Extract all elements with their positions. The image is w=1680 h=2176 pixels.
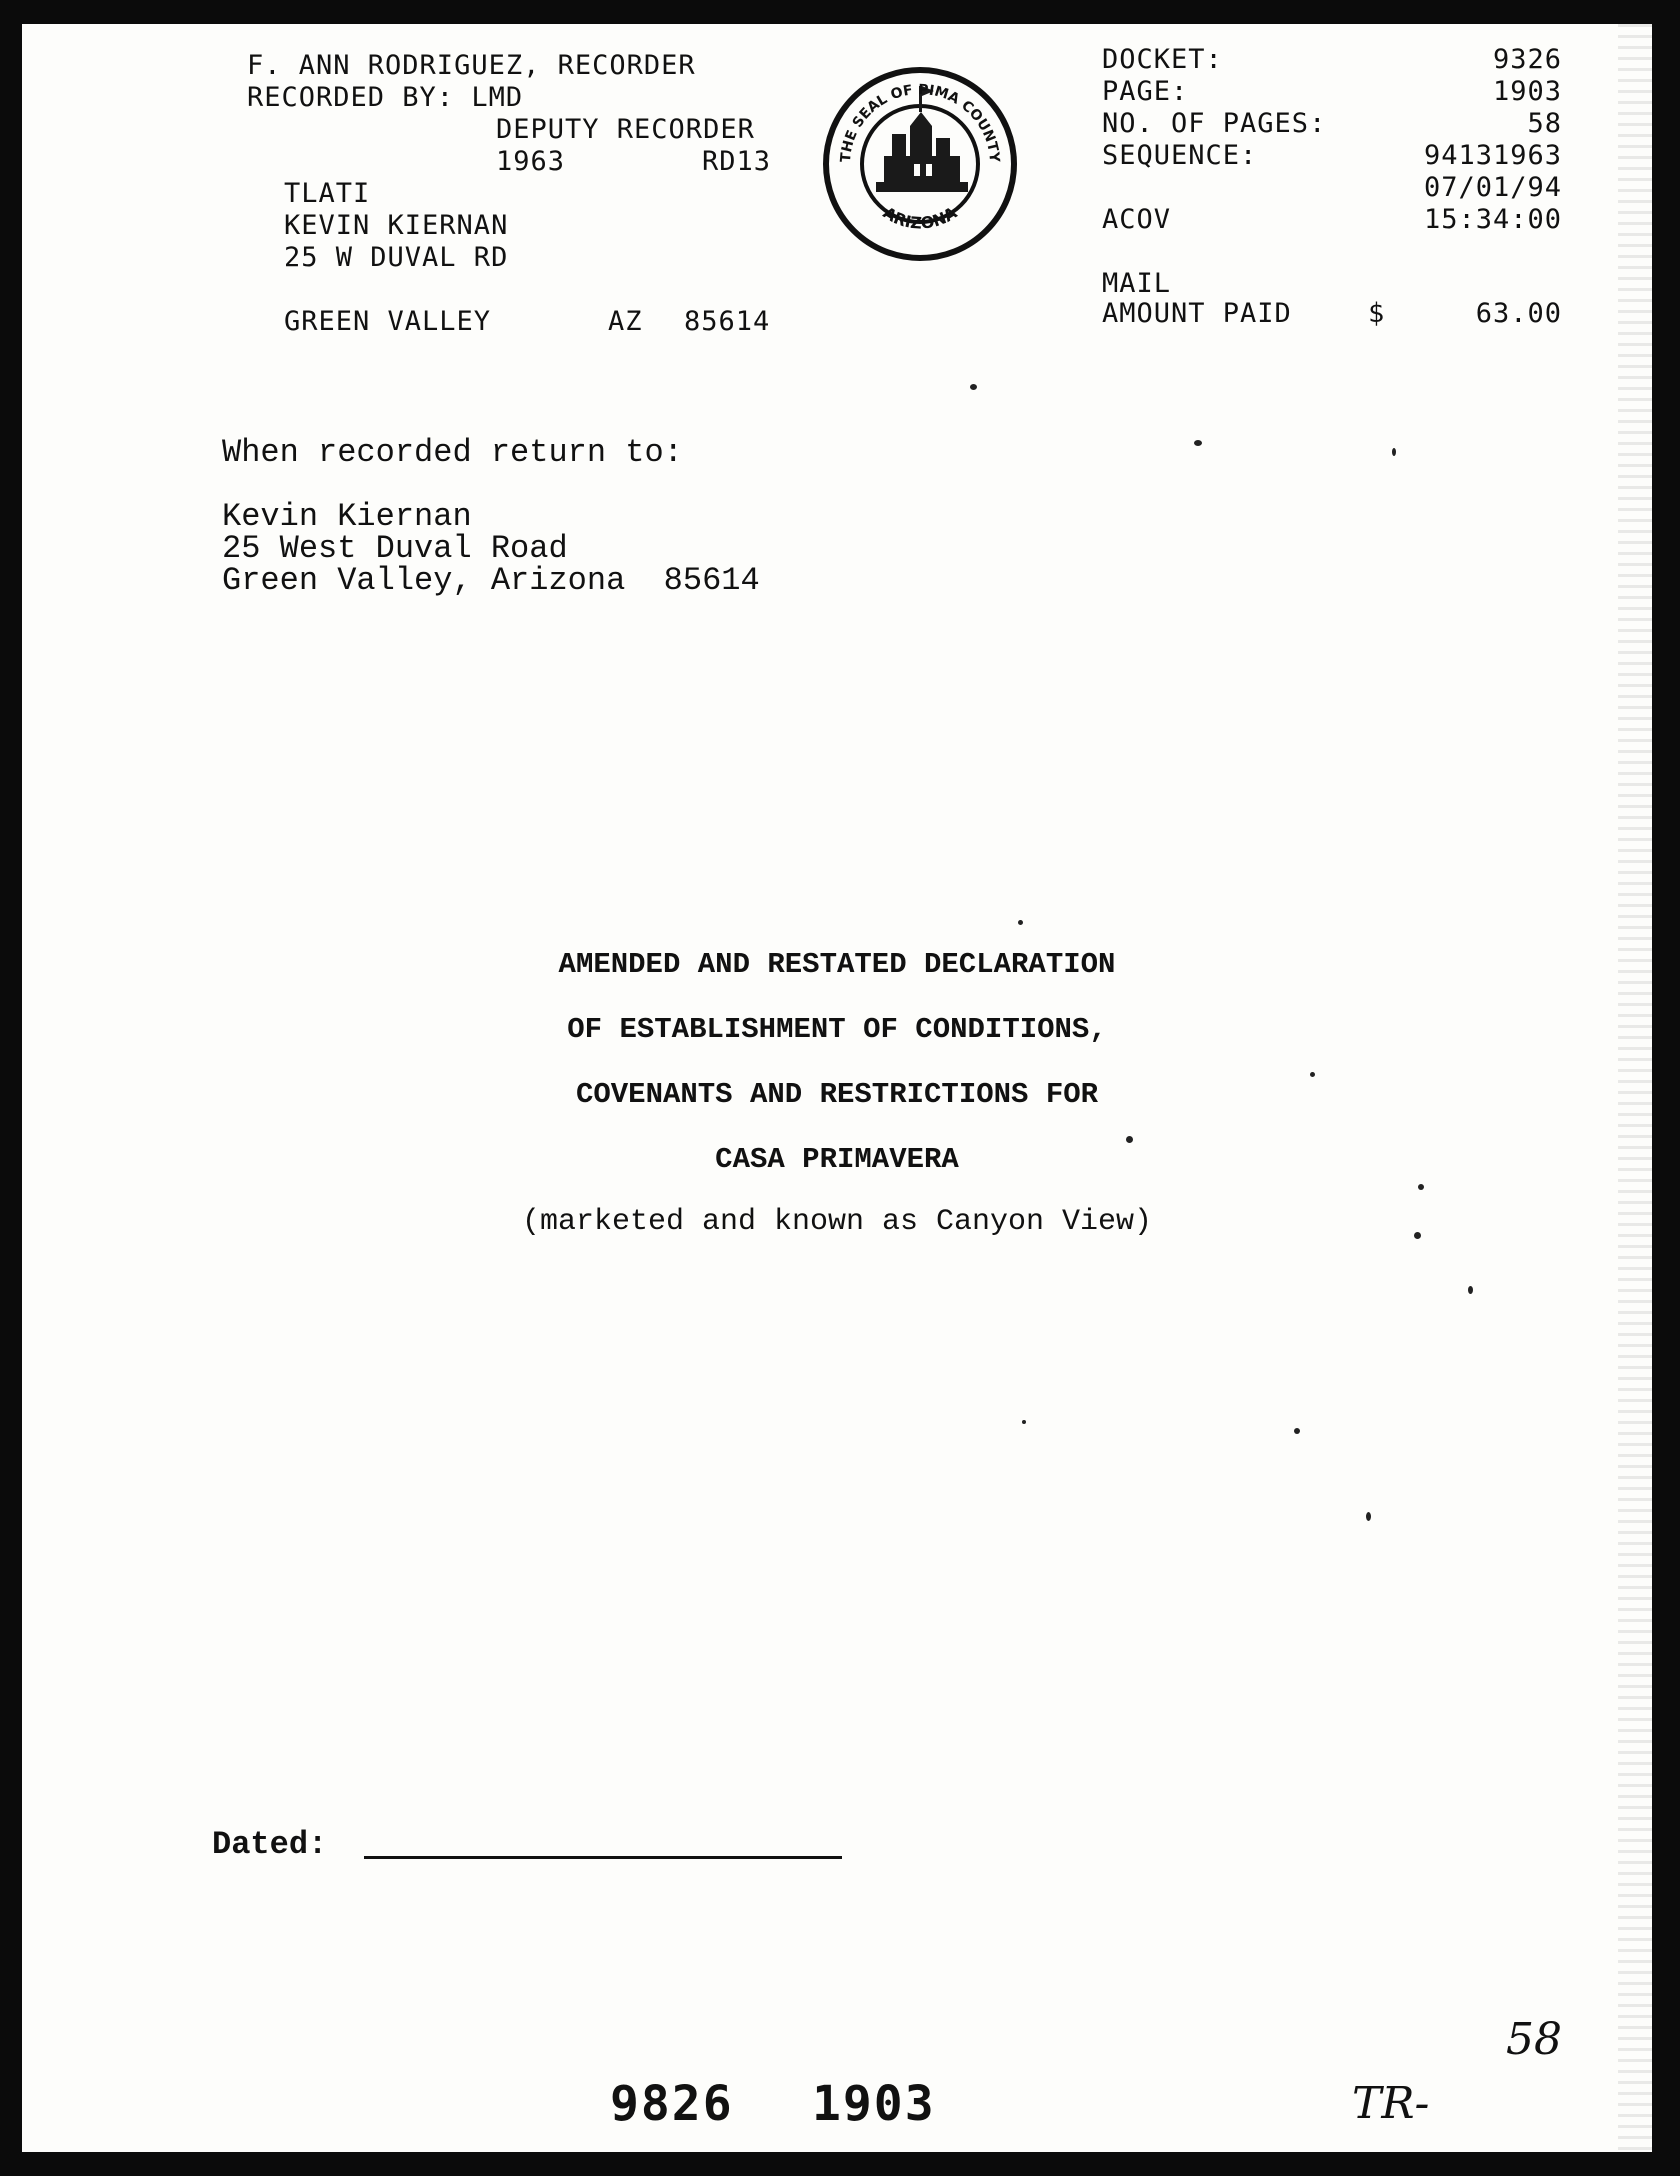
title-line-4: CASA PRIMAVERA xyxy=(715,1143,959,1176)
dated-signature-line xyxy=(364,1856,842,1859)
title-subtitle: (marketed and known as Canyon View) xyxy=(521,1205,1153,1239)
address-line-1: TLATI xyxy=(284,178,371,209)
seal-bottom-text: ARIZONA xyxy=(879,202,961,233)
document-page xyxy=(22,24,1652,2152)
scan-speck xyxy=(1414,1232,1421,1239)
page-value: 1903 xyxy=(1492,76,1562,107)
record-time: 15:34:00 xyxy=(1423,204,1562,235)
address-zip: 85614 xyxy=(684,306,771,337)
sequence-value: 94131963 xyxy=(1423,140,1562,171)
docket-value: 9326 xyxy=(1492,44,1562,75)
scan-speck xyxy=(970,384,977,390)
code-left: 1963 xyxy=(496,146,566,177)
scan-speck xyxy=(1126,1136,1133,1143)
handwritten-tr: TR- xyxy=(1352,2078,1430,2129)
address-city: GREEN VALLEY xyxy=(284,306,492,337)
amount-paid-label: AMOUNT PAID xyxy=(1102,298,1292,329)
address-line-3: 25 W DUVAL RD xyxy=(284,242,509,273)
handwritten-page-count: 58 xyxy=(1506,2014,1562,2065)
scan-speck xyxy=(1310,1072,1315,1077)
title-line-1: AMENDED AND RESTATED DECLARATION xyxy=(558,948,1116,981)
county-seal-icon xyxy=(820,64,1020,264)
mail-label: MAIL xyxy=(1102,268,1172,299)
scan-speck xyxy=(1392,448,1396,456)
address-line-2: KEVIN KIERNAN xyxy=(284,210,509,241)
title-line-2: OF ESTABLISHMENT OF CONDITIONS, xyxy=(567,1013,1107,1046)
dated-label: Dated: xyxy=(212,1826,328,1863)
scan-speck xyxy=(1022,1420,1026,1424)
acov-label: ACOV xyxy=(1102,204,1172,235)
page-label: PAGE: xyxy=(1102,76,1189,107)
scan-speck xyxy=(1418,1184,1424,1190)
scan-speck xyxy=(1018,920,1023,925)
recorder-name: F. ANN RODRIGUEZ, RECORDER xyxy=(247,50,696,81)
docket-label: DOCKET: xyxy=(1102,44,1223,75)
return-heading: When recorded return to: xyxy=(222,434,683,471)
title-line-3: COVENANTS AND RESTRICTIONS FOR xyxy=(575,1078,1099,1111)
code-right: RD13 xyxy=(702,146,772,177)
pages-value: 58 xyxy=(1527,108,1562,139)
scan-speck xyxy=(1366,1512,1371,1521)
return-name: Kevin Kiernan xyxy=(222,498,472,535)
return-city: Green Valley, Arizona 85614 xyxy=(222,562,760,599)
scan-edge-noise xyxy=(1618,24,1652,2152)
scan-speck xyxy=(1294,1428,1300,1434)
footer-page-number: 1903 xyxy=(812,2076,936,2132)
scan-speck xyxy=(1468,1286,1473,1294)
footer-docket-number: 9826 xyxy=(610,2076,734,2132)
address-state: AZ xyxy=(608,306,643,337)
amount-paid-value: 63.00 xyxy=(1475,298,1562,329)
deputy-recorder: DEPUTY RECORDER xyxy=(496,114,755,145)
pages-label: NO. OF PAGES: xyxy=(1102,108,1327,139)
currency-symbol: $ xyxy=(1368,298,1386,329)
sequence-label: SEQUENCE: xyxy=(1102,140,1258,171)
return-street: 25 West Duval Road xyxy=(222,530,568,567)
recorded-by: RECORDED BY: LMD xyxy=(247,82,524,113)
scan-speck xyxy=(1194,440,1202,446)
seal-top-text: THE SEAL OF PIMA COUNTY xyxy=(837,81,1003,163)
record-date: 07/01/94 xyxy=(1423,172,1562,203)
